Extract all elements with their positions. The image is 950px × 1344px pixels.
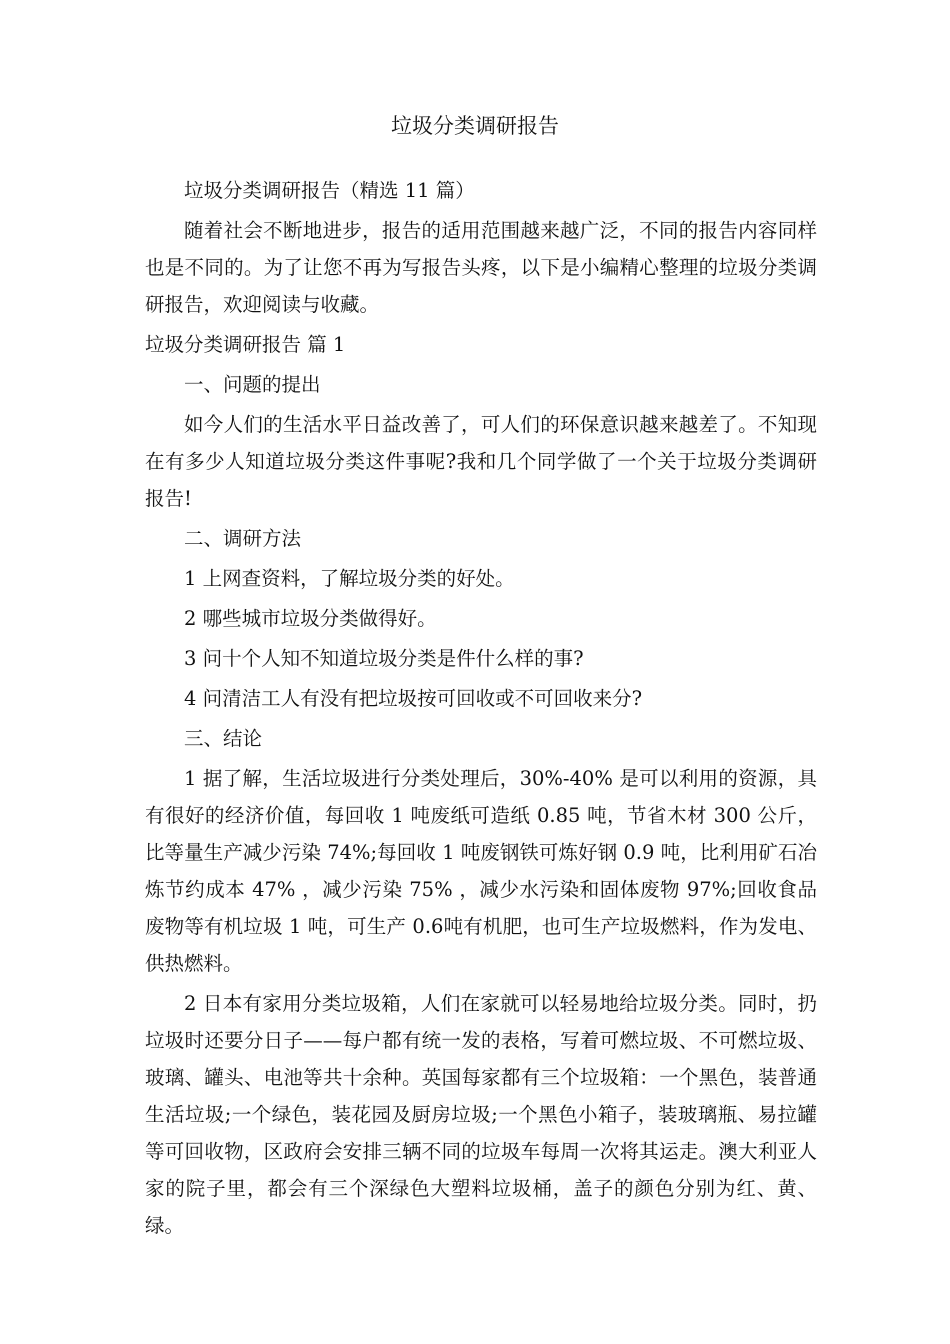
document-body <box>145 172 817 1247</box>
section-heading-2: 二、调研方法 <box>184 527 302 550</box>
conclusion-paragraph-1: 1 据了解，生活垃圾进行分类处理后，30%-40% 是可以利用的资源，具有很好的经济价值，每回收 1 吨废纸可造纸 0.85 吨，节省木材 300 公斤，比等量生产减少污染 74%;每回收 1 吨废钢铁可炼好钢 0.9 吨，比利用矿石冶炼节约成本 47% ，减少污染 75% ，减少水污染和固体废物 97%;回收食品废物等有机垃圾 1 吨，可生产 0.6吨有机肥，也可生产垃圾燃料，作为发电、供热燃料。 <box>145 767 817 975</box>
method-item-1: 1 上网查资料，了解垃圾分类的好处。 <box>184 567 515 590</box>
section-1-paragraph: 如今人们的生活水平日益改善了，可人们的环保意识越来越差了。不知现在有多少人知道垃圾分类这件事呢?我和几个同学做了一个关于垃圾分类调研报告! <box>145 413 817 510</box>
section-heading-1: 一、问题的提出 <box>184 373 321 396</box>
method-item-3: 3 问十个人知不知道垃圾分类是件什么样的事? <box>184 647 584 670</box>
method-item-4: 4 问清洁工人有没有把垃圾按可回收或不可回收来分? <box>184 687 643 710</box>
article-heading: 垃圾分类调研报告 篇 1 <box>145 333 346 356</box>
intro-paragraph: 随着社会不断地进步，报告的适用范围越来越广泛，不同的报告内容同样也是不同的。为了让您不再为写报告头疼，以下是小编精心整理的垃圾分类调研报告，欢迎阅读与收藏。 <box>145 219 817 316</box>
document-title: 垃圾分类调研报告 <box>391 114 559 138</box>
conclusion-paragraph-2: 2 日本有家用分类垃圾箱，人们在家就可以轻易地给垃圾分类。同时，扔垃圾时还要分日子——每户都有统一发的表格，写着可燃垃圾、不可燃垃圾、玻璃、罐头、电池等共十余种。英国每家都有三个垃圾箱：一个黑色，装普通生活垃圾;一个绿色，装花园及厨房垃圾;一个黑色小箱子，装玻璃瓶、易拉罐等可回收物，区政府会安排三辆不同的垃圾车每周一次将其运走。澳大利亚人家的院子里，都会有三个深绿色大塑料垃圾桶，盖子的颜色分别为红、黄、绿。 <box>145 992 817 1237</box>
document-subtitle: 垃圾分类调研报告（精选 11 篇） <box>184 179 475 202</box>
section-heading-3: 三、结论 <box>184 727 263 750</box>
method-item-2: 2 哪些城市垃圾分类做得好。 <box>184 607 437 630</box>
